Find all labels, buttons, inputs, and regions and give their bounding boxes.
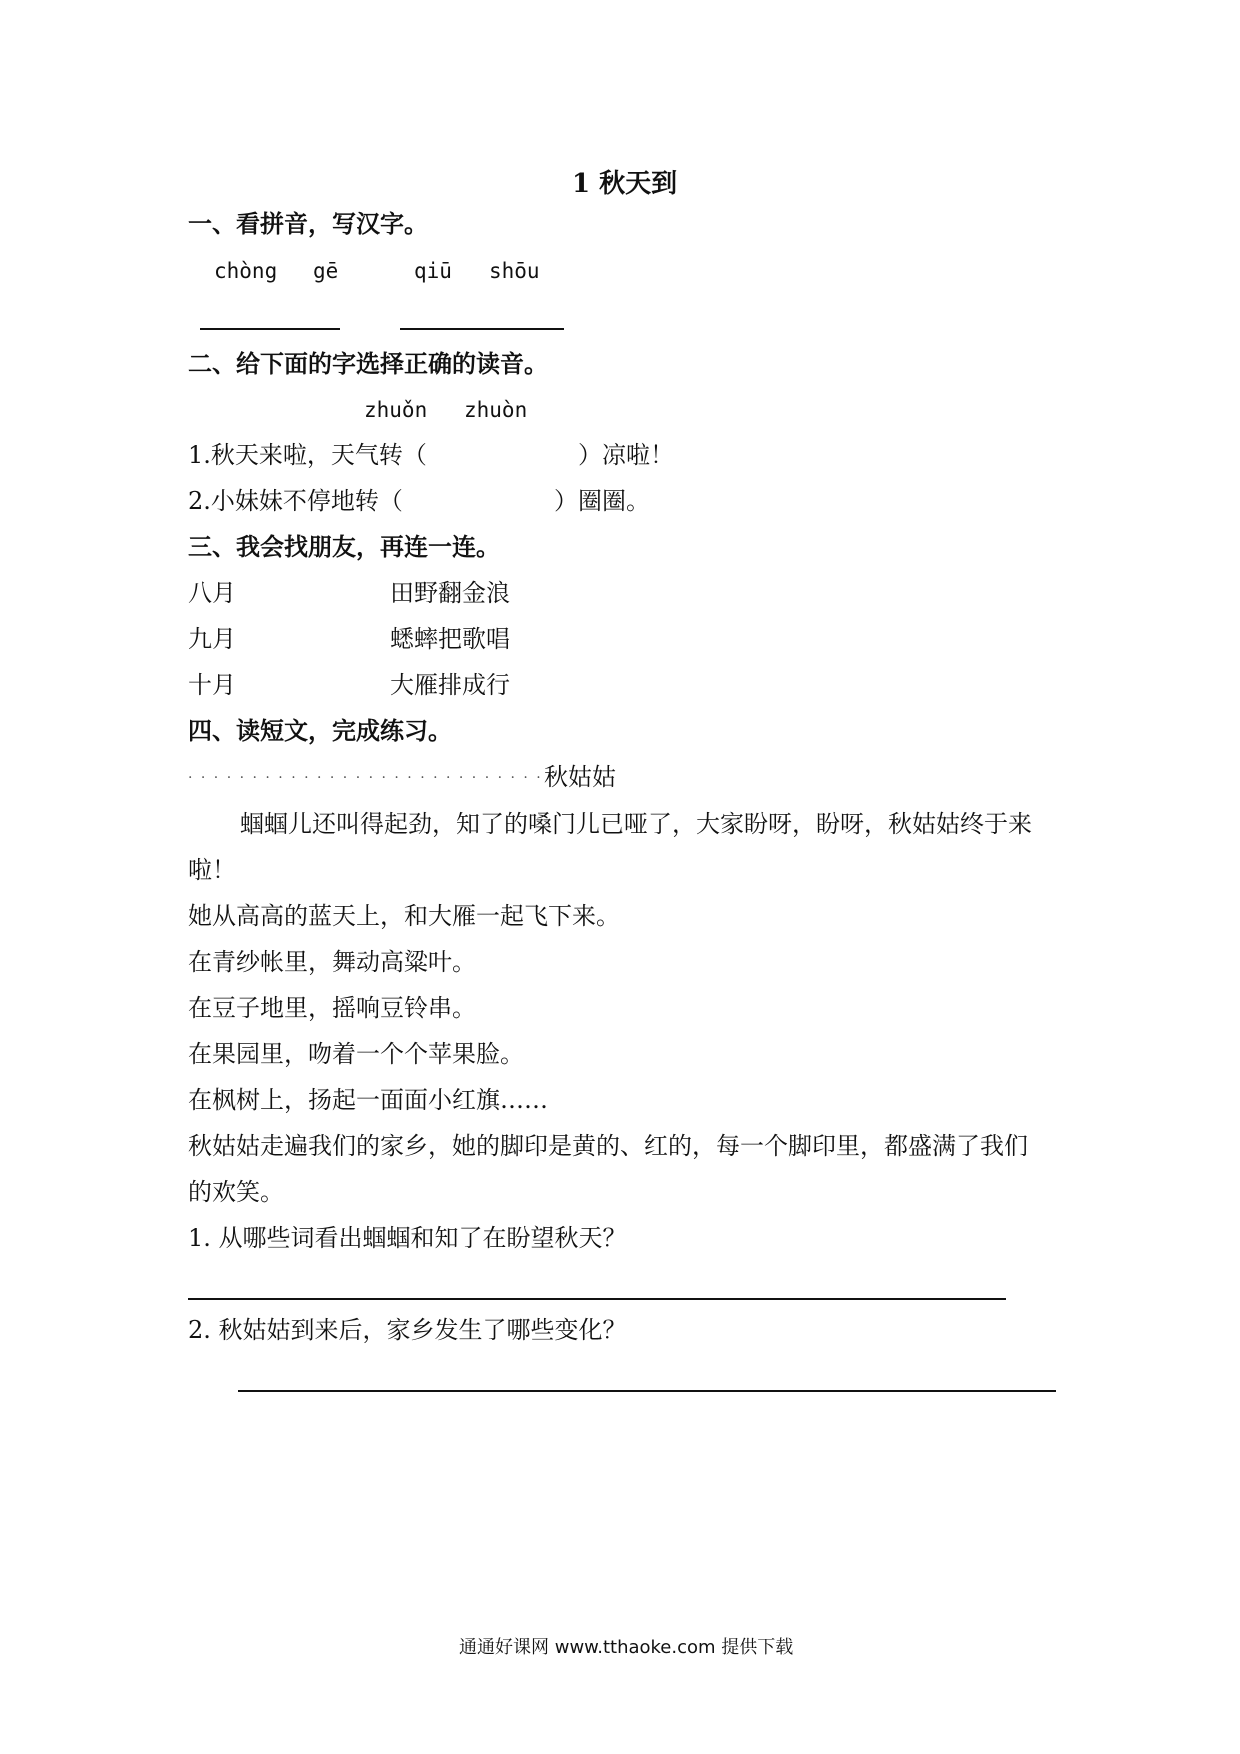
section-4-heading: 四、读短文，完成练习。: [188, 716, 452, 745]
q2-2-before: 2.小妹妹不停地转（: [188, 487, 403, 515]
section-3-heading: 三、我会找朋友，再连一连。: [188, 532, 500, 561]
answer-line-q2[interactable]: [238, 1390, 1056, 1392]
match-right-1[interactable]: 田野翻金浪: [390, 579, 510, 607]
pinyin-shou: shōu: [489, 259, 540, 283]
match-right-3[interactable]: 大雁排成行: [390, 671, 510, 699]
section-2-heading: 二、给下面的字选择正确的读音。: [188, 349, 548, 378]
passage-title: 秋姑姑: [544, 763, 616, 791]
passage-line-2: 啦！: [188, 856, 236, 884]
passage-line-3: 她从高高的蓝天上，和大雁一起飞下来。: [188, 902, 620, 930]
pinyin-chong: chòng: [214, 259, 278, 283]
pinyin-zhuan-4: zhuòn: [464, 398, 528, 422]
match-left-2[interactable]: 九月: [188, 625, 236, 653]
question-1: 1. 从哪些词看出蝈蝈和知了在盼望秋天？: [188, 1224, 627, 1252]
match-left-1[interactable]: 八月: [188, 579, 236, 607]
q2-1-after: ）凉啦！: [578, 441, 674, 469]
passage-line-5: 在豆子地里，摇响豆铃串。: [188, 994, 476, 1022]
pinyin-zhuan-3: zhuǒn: [364, 398, 428, 422]
q2-1-before: 1.秋天来啦，天气转（: [188, 441, 427, 469]
q2-2-after: ）圈圈。: [554, 487, 650, 515]
passage-line-9: 的欢笑。: [188, 1178, 284, 1206]
pinyin-ge: gē: [313, 259, 339, 283]
passage-line-4: 在青纱帐里，舞动高粱叶。: [188, 948, 476, 976]
q2-1-blank[interactable]: [440, 441, 568, 469]
answer-line-2[interactable]: [400, 328, 564, 330]
answer-line-q1[interactable]: [188, 1298, 1006, 1300]
passage-line-1: 蝈蝈儿还叫得起劲，知了的嗓门儿已哑了，大家盼呀，盼呀，秋姑姑终于来: [240, 810, 1032, 838]
passage-line-6: 在果园里，吻着一个个苹果脸。: [188, 1040, 524, 1068]
section-1-heading: 一、看拼音，写汉字。: [188, 209, 428, 238]
answer-line-1[interactable]: [200, 328, 340, 330]
q2-2-blank[interactable]: [415, 487, 543, 515]
pinyin-qiu: qiū: [414, 259, 452, 283]
question-2: 2. 秋姑姑到来后，家乡发生了哪些变化？: [188, 1316, 627, 1344]
passage-line-8: 秋姑姑走遍我们的家乡，她的脚印是黄的、红的，每一个脚印里，都盛满了我们: [188, 1132, 1028, 1160]
match-right-2[interactable]: 蟋蟀把歌唱: [390, 625, 510, 653]
footer-credit: 通通好课网 www.tthaoke.com 提供下载: [459, 1637, 794, 1658]
dotted-leader: · · · · · · · · · · · · · · · · · · · · · · · · · · · ·: [188, 770, 543, 786]
match-left-3[interactable]: 十月: [188, 671, 236, 699]
passage-line-7: 在枫树上，扬起一面面小红旗……: [188, 1086, 548, 1114]
page-title: 1 秋天到: [572, 169, 678, 199]
